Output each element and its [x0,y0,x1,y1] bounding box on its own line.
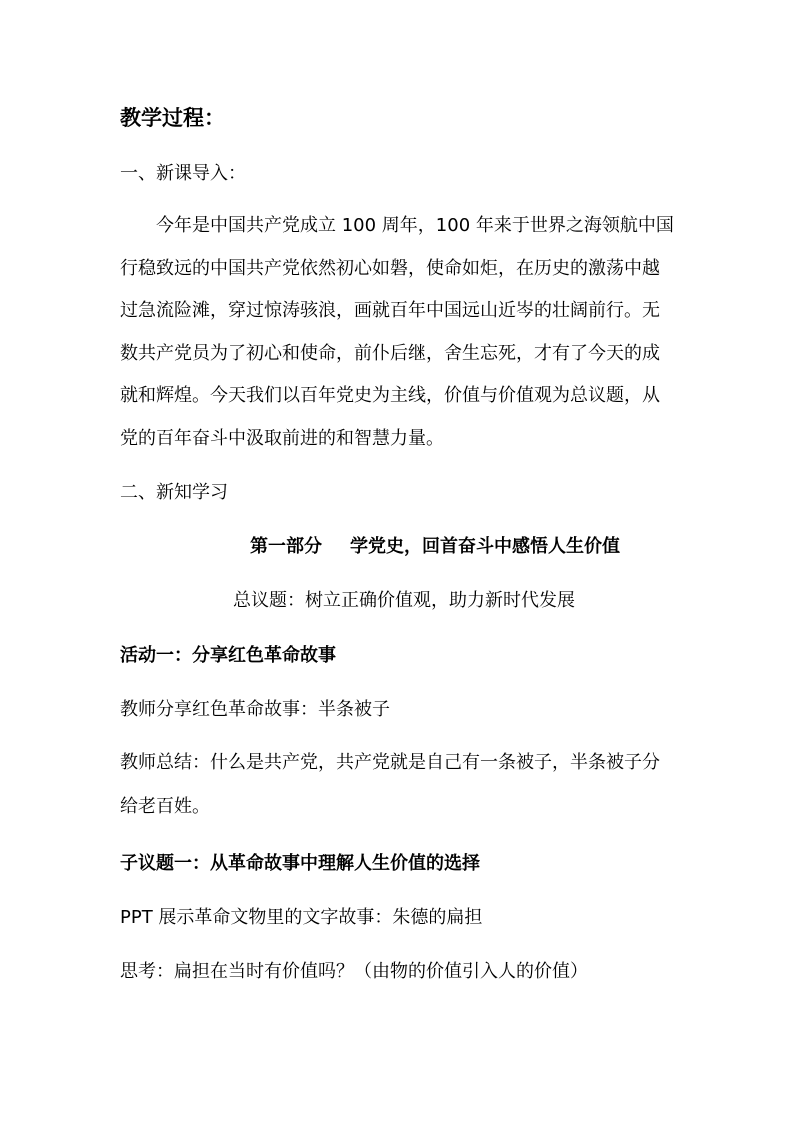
teacher-share: 教师分享红色革命故事：半条被子 [120,699,390,720]
intro-line: 过急流险滩，穿过惊涛骇浪，画就百年中国远山近岑的壮阔前行。无 [120,300,660,321]
sub-topic1-heading: 子议题一：从革命故事中理解人生价值的选择 [120,853,480,874]
section1-title: 一、新课导入： [120,163,246,184]
intro-line: 数共产党员为了初心和使命，前仆后继，舍生忘死，才有了今天的成 [120,342,660,364]
intro-line: 党的百年奋斗中汲取前进的和智慧力量。 [120,427,444,449]
part-title: 学党史，回首奋斗中感悟人生价值 [350,536,620,557]
intro-line: 就和辉煌。今天我们以百年党史为主线，价值与价值观为总议题，从 [120,385,660,406]
part-heading [250,535,620,559]
overall-topic: 总议题：树立正确价值观，助力新时代发展 [233,590,575,611]
intro-paragraph [120,205,680,460]
intro-line: 今年是中国共产党成立 100 周年，100 年来于世界之海领航中国 [156,215,674,236]
ppt-show: PPT 展示革命文物里的文字故事：朱德的扁担 [120,907,483,928]
think-question: 思考：扁担在当时有价值吗？（由物的价值引入人的价值） [120,961,588,982]
page-heading: 教学过程： [120,106,225,130]
part-label: 第一部分 [250,536,322,557]
activity1-heading: 活动一：分享红色革命故事 [120,645,336,666]
summary-line: 教师总结：什么是共产党，共产党就是自己有一条被子，半条被子分 [120,752,660,773]
teacher-summary [120,741,680,829]
section2-title: 二、新知学习 [120,482,228,503]
intro-line: 行稳致远的中国共产党依然初心如磐，使命如炬，在历史的激荡中越 [120,257,660,279]
summary-line: 给老百姓。 [120,796,210,817]
